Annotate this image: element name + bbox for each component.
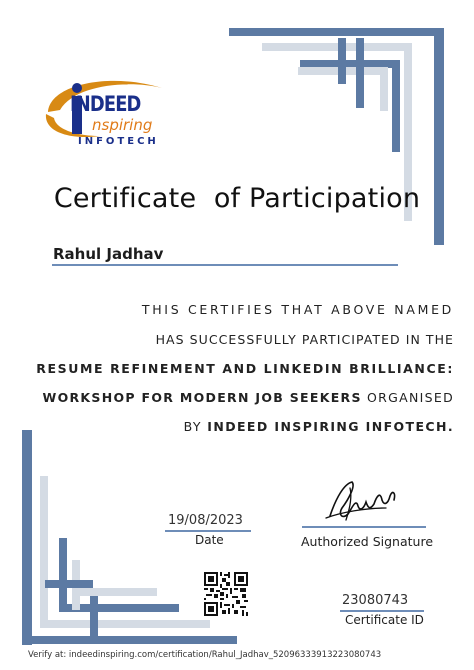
logo-word-infotech: INFOTECH bbox=[78, 136, 159, 147]
signature-image bbox=[322, 478, 402, 528]
date-label: Date bbox=[195, 533, 224, 547]
certificate-id-underline bbox=[340, 610, 424, 612]
body-line-4 bbox=[42, 390, 454, 405]
logo-word-indeed: INDEED bbox=[70, 92, 141, 116]
event-title-continued: WORKSHOP FOR MODERN JOB SEEKERS bbox=[42, 390, 362, 405]
verify-url-text[interactable]: Verify at: indeedinspiring.com/certification/Rahul_Jadhav_52096333913223080743 bbox=[28, 650, 382, 660]
body-line-1: THIS CERTIFIES THAT ABOVE NAMED bbox=[141, 302, 454, 317]
organised-text: ORGANISED bbox=[361, 390, 454, 405]
body-line-2: HAS SUCCESSFULLY PARTICIPATED IN THE bbox=[155, 332, 454, 347]
recipient-underline bbox=[52, 264, 398, 266]
by-text: BY bbox=[183, 419, 208, 434]
date-underline bbox=[165, 530, 251, 532]
date-value: 19/08/2023 bbox=[168, 513, 243, 528]
signature-underline bbox=[302, 526, 426, 528]
signature-label: Authorized Signature bbox=[301, 534, 434, 549]
logo-word-inspiring: nspiring bbox=[92, 116, 153, 134]
certificate-id-label: Certificate ID bbox=[345, 613, 424, 627]
recipient-name: Rahul Jadhav bbox=[53, 245, 164, 263]
company-logo bbox=[40, 74, 175, 154]
certificate-id-value: 23080743 bbox=[342, 593, 409, 608]
organiser-name: INDEED INSPIRING INFOTECH. bbox=[207, 419, 454, 434]
qr-code-icon bbox=[204, 572, 248, 616]
certificate-title: Certificate of Participation bbox=[53, 183, 421, 214]
body-line-5 bbox=[184, 419, 454, 434]
body-line-3-event-title: RESUME REFINEMENT AND LINKEDIN BRILLIANCE: bbox=[36, 361, 454, 376]
